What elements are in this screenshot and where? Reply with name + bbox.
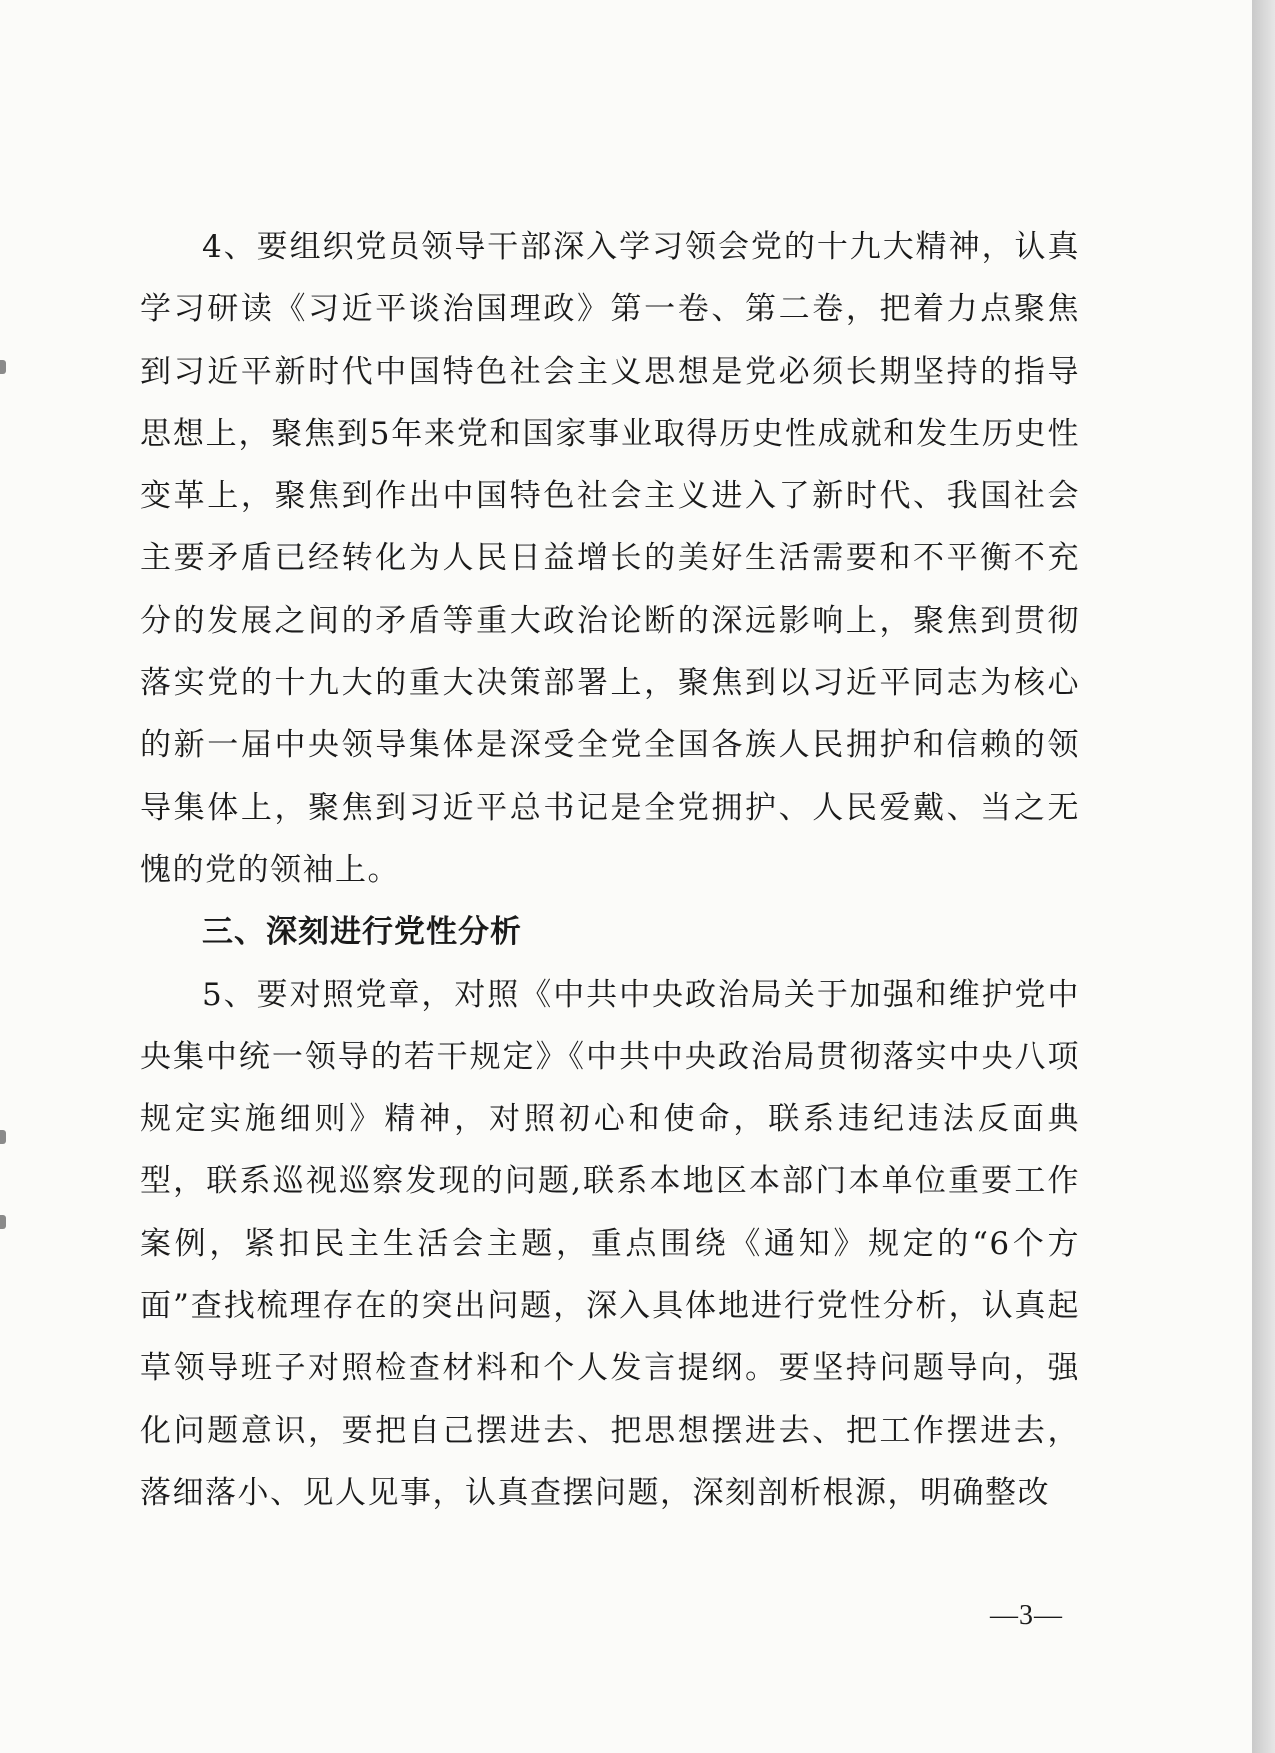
scan-edge-mark [0,1215,6,1229]
page-number: —3— [990,1600,1063,1631]
section-heading-3: 三、深刻进行党性分析 [202,914,522,951]
scan-edge-mark [0,1130,6,1144]
paragraph-4: 4、要组织党员领导干部深入学习领会党的十九大精神，认真学习研读《习近平谈治国理政》第一卷、第二卷，把着力点聚焦到习近平新时代中国特色社会主义思想是党必须长期坚持的指导思想上，聚焦到5年来党和国家事业取得历史性成就和发生历史性变革上，聚焦到作出中国特色社会主义进入了新时代、我国社会主要矛盾已经转化为人民日益增长的美好生活需要和不平衡不充分的发展之间的矛盾等重大政治论断的深远影响上，聚焦到贯彻落实党的十九大的重大决策部署上，聚焦到以习近平同志为核心的新一届中央领导集体是深受全党全国各族人民拥护和信赖的领导集体上，聚焦到习近平总书记是全党拥护、人民爱戴、当之无愧的党的领袖上。 [140,229,1080,888]
scan-edge-mark [0,360,6,374]
document-body [140,216,1080,1524]
scan-edge [1252,0,1275,1753]
paragraph-5: 5、要对照党章，对照《中共中央政治局关于加强和维护党中央集中统一领导的若干规定》《中共中央政治局贯彻落实中央八项规定实施细则》精神，对照初心和使命，联系违纪违法反面典型，联系巡视巡察发现的问题,联系本地区本部门本单位重要工作案例，紧扣民主生活会主题，重点围绕《通知》规定的“6个方面”查找梳理存在的突出问题，深入具体地进行党性分析，认真起草领导班子对照检查材料和个人发言提纲。要坚持问题导向，强化问题意识，要把自己摆进去、把思想摆进去、把工作摆进去，落细落小、见人见事，认真查摆问题，深刻剖析根源，明确整改 [140,976,1080,1511]
